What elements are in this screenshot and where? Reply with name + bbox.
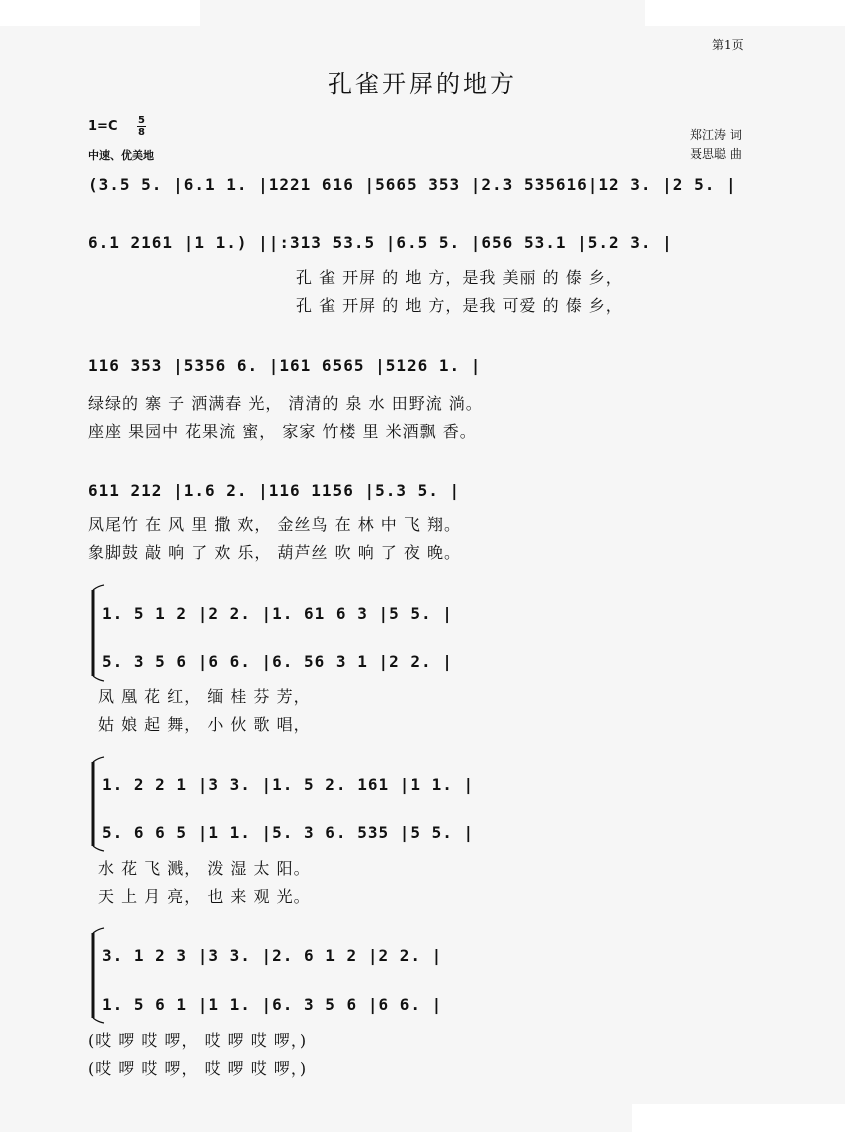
composer-credit: 聂思聪 曲 (690, 147, 742, 161)
tempo-marking: 中速、优美地 (88, 149, 154, 162)
lyric-line-3b: 座座 果园中 花果流 蜜， 家家 竹楼 里 米酒飘 香。 (88, 422, 477, 441)
notation-line-7-lower: 1. 5 6 1 |1 1. |6. 3 5 6 |6 6. | (102, 995, 443, 1014)
lyric-line-2a: 孔 雀 开屏 的 地 方，是我 美丽 的 傣 乡， (296, 268, 623, 287)
time-signature-bottom: 8 (138, 127, 145, 138)
notation-line-2: 6.1 2161 |1 1.) ||:313 53.5 |6.5 5. |656 53.1 |5.2 3. | (88, 233, 673, 252)
key-signature: 1=C (88, 119, 118, 134)
lyricist-credit: 郑江涛 词 (690, 128, 742, 142)
notation-line-3: 116 353 |5356 6. |161 6565 |5126 1. | (88, 356, 482, 375)
lyric-line-4a: 凤尾竹 在 风 里 撒 欢， 金丝鸟 在 林 中 飞 翔。 (88, 515, 461, 534)
lyric-line-6b: 天 上 月 亮， 也 来 观 光。 (98, 887, 311, 906)
lyric-line-5a: 凤 凰 花 红， 缅 桂 芬 芳， (98, 687, 311, 706)
song-title: 孔雀开屏的地方 (328, 70, 517, 98)
notation-line-6-upper: 1. 2 2 1 |3 3. |1. 5 2. 161 |1 1. | (102, 775, 475, 794)
lyric-line-3a: 绿绿的 寨 子 洒满春 光， 清清的 泉 水 田野流 淌。 (88, 394, 483, 413)
notation-line-6-lower: 5. 6 6 5 |1 1. |5. 3 6. 535 |5 5. | (102, 823, 475, 842)
lyric-line-4b: 象脚鼓 敲 响 了 欢 乐， 葫芦丝 吹 响 了 夜 晚。 (88, 543, 461, 562)
notation-line-5-upper: 1. 5 1 2 |2 2. |1. 61 6 3 |5 5. | (102, 604, 453, 623)
notation-line-7-upper: 3. 1 2 3 |3 3. |2. 6 1 2 |2 2. | (102, 946, 443, 965)
bracket-hook-7 (93, 928, 104, 1023)
bracket-hook-6 (93, 757, 104, 851)
lyric-line-7a: (哎 啰 哎 啰， 哎 啰 哎 啰，) (88, 1031, 308, 1050)
bracket-hook-5 (93, 585, 104, 681)
notation-line-5-lower: 5. 3 5 6 |6 6. |6. 56 3 1 |2 2. | (102, 652, 453, 671)
page-number: 第1页 (712, 38, 744, 52)
time-signature-top: 5 (138, 115, 145, 126)
lyric-line-5b: 姑 娘 起 舞， 小 伙 歌 唱， (98, 715, 311, 734)
lyric-line-2b: 孔 雀 开屏 的 地 方，是我 可爱 的 傣 乡， (296, 296, 623, 315)
lyric-line-7b: (哎 啰 哎 啰， 哎 啰 哎 啰，) (88, 1059, 308, 1078)
lyric-line-6a: 水 花 飞 溅， 泼 湿 太 阳。 (98, 859, 311, 878)
notation-line-4: 611 212 |1.6 2. |116 1156 |5.3 5. | (88, 481, 461, 500)
notation-line-1: (3.5 5. |6.1 1. |1221 616 |5665 353 |2.3 535616|12 3. |2 5. | (88, 175, 737, 194)
